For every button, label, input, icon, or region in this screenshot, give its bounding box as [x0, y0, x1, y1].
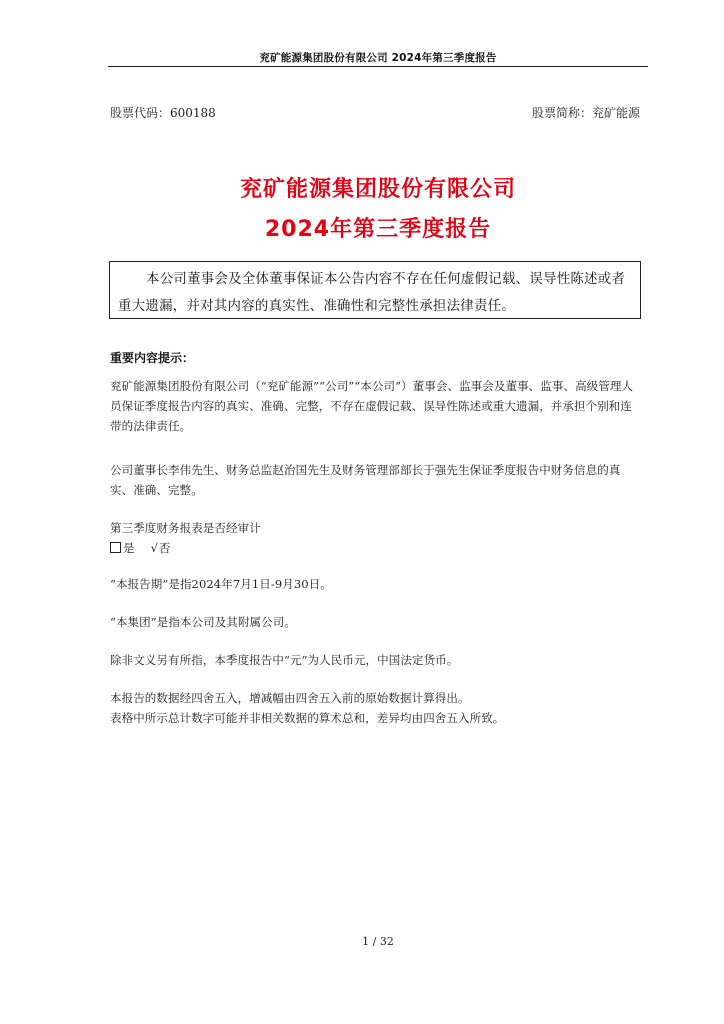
audit-options: [110, 538, 642, 558]
definition-group: “本集团”是指本公司及其附属公司。: [110, 615, 296, 629]
running-header-title: 兖矿能源集团股份有限公司 2024年第三季度报告: [259, 52, 497, 64]
stock-code: 股票代码：600188: [110, 106, 216, 120]
totals-note: 表格中所示总计数字可能并非相关数据的算术总和，差异均由四舍五入所致。: [110, 711, 505, 725]
page-number: 1 / 32: [362, 935, 394, 948]
checkbox-yes: [110, 542, 121, 553]
disclaimer-text: 本公司董事会及全体董事保证本公告内容不存在任何虚假记载、误导性陈述或者重大遗漏，并对其内容的真实性、准确性和完整性承担法律责任。: [118, 272, 626, 314]
rounding-note: 本报告的数据经四舍五入，增减幅由四舍五入前的原始数据计算得出。: [110, 691, 470, 705]
stock-abbreviation: 股票简称：兖矿能源: [531, 106, 640, 120]
audit-yes-label: 是: [123, 541, 135, 555]
company-title: 兖矿能源集团股份有限公司: [239, 177, 516, 202]
header-divider: [108, 66, 648, 67]
audit-question: 第三季度财务报表是否经审计: [110, 521, 261, 535]
audit-no-label: 否: [159, 541, 171, 555]
definition-reporting-period: “本报告期”是指2024年7月1日-9月30日。: [110, 577, 332, 591]
report-title: 2024年第三季度报告: [264, 217, 492, 242]
important-notice-heading: 重要内容提示：: [110, 351, 195, 365]
check-mark-icon: √: [150, 541, 159, 555]
disclaimer-box: [109, 261, 641, 319]
guarantee-paragraph: 兖矿能源集团股份有限公司（“兖矿能源”“公司”“本公司”）董事会、监事会及董事、监事、高级管理人员保证季度报告内容的真实、准确、完整，不存在虚假记载、误导性陈述或重大遗漏，并承担个别和连带的法律责任。: [110, 379, 634, 433]
definition-currency: 除非文义另有所指，本季度报告中“元”为人民币元，中国法定货币。: [110, 653, 459, 667]
financial-officer-paragraph: 公司董事长李伟先生、财务总监赵治国先生及财务管理部部长于强先生保证季度报告中财务信息的真实、准确、完整。: [110, 463, 621, 497]
